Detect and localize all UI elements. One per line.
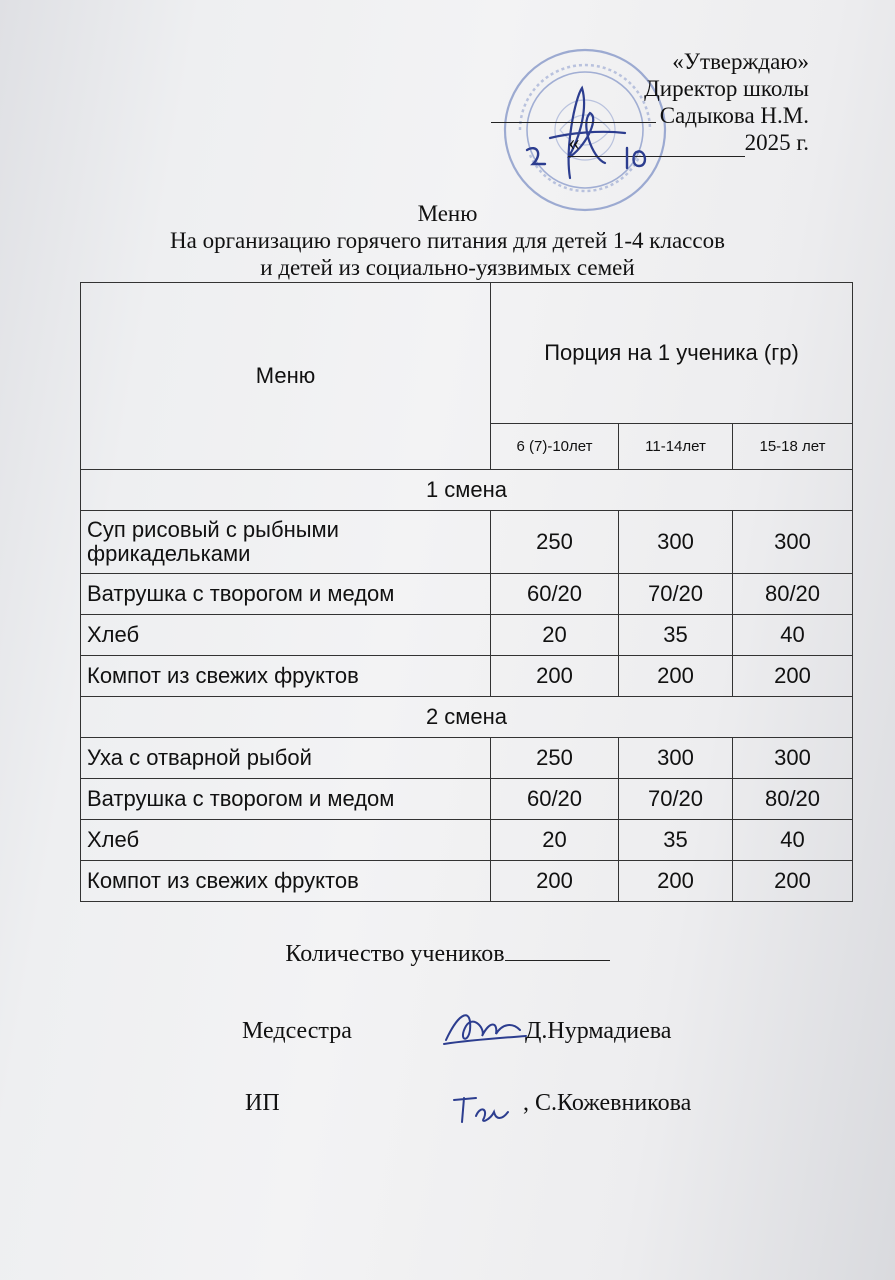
approval-year: 2025 г. (744, 130, 809, 155)
table-row (81, 779, 853, 820)
menu-table (80, 282, 853, 902)
portion-value: 40 (733, 820, 853, 861)
portion-value: 70/20 (619, 779, 733, 820)
portion-value: 40 (733, 615, 853, 656)
portion-value: 60/20 (491, 574, 619, 615)
nurse-name: Д.Нурмадиева (525, 1018, 672, 1044)
title-audience: и детей из социально-уязвимых семей (260, 255, 635, 280)
shift-label: 2 смена (81, 697, 853, 738)
ip-signature (450, 1090, 520, 1130)
approval-heading: «Утверждаю» (672, 49, 809, 74)
table-row (81, 615, 853, 656)
title-purpose: На организацию горячего питания для детей 1-4 классов (170, 228, 725, 253)
portion-value: 250 (491, 511, 619, 574)
nurse-label: Медсестра (242, 1018, 352, 1044)
portion-value: 300 (619, 738, 733, 779)
portion-value: 300 (733, 511, 853, 574)
portion-value: 200 (733, 656, 853, 697)
signature-line (491, 104, 656, 123)
dish-name: Хлеб (81, 615, 491, 656)
portion-value: 80/20 (733, 779, 853, 820)
dish-name: Компот из свежих фруктов (81, 656, 491, 697)
table-row (81, 511, 853, 574)
dish-name: Суп рисовый с рыбными фрикадельками (81, 511, 491, 574)
portion-value: 200 (491, 656, 619, 697)
dish-name: Компот из свежих фруктов (81, 861, 491, 902)
ip-label: ИП (245, 1090, 280, 1116)
header-menu: Меню (81, 283, 491, 470)
ip-name: , С.Кожевникова (523, 1090, 692, 1116)
portion-value: 20 (491, 615, 619, 656)
portion-value: 200 (619, 656, 733, 697)
portion-value: 35 (619, 820, 733, 861)
portion-value: 35 (619, 615, 733, 656)
date-open-quote: « (568, 130, 580, 155)
student-count-blank (505, 940, 610, 961)
age-group: 6 (7)-10лет (491, 424, 619, 470)
portion-value: 200 (491, 861, 619, 902)
header-portion: Порция на 1 ученика (гр) (491, 283, 853, 424)
title-menu: Меню (417, 201, 478, 226)
table-row (81, 861, 853, 902)
dish-name: Уха с отварной рыбой (81, 738, 491, 779)
age-group: 15-18 лет (733, 424, 853, 470)
portion-value: 80/20 (733, 574, 853, 615)
portion-value: 70/20 (619, 574, 733, 615)
table-row (81, 738, 853, 779)
shift-label: 1 смена (81, 470, 853, 511)
portion-value: 300 (619, 511, 733, 574)
age-group: 11-14лет (619, 424, 733, 470)
approval-position: Директор школы (644, 76, 809, 101)
student-count-line (0, 940, 895, 968)
nurse-signature (440, 1000, 530, 1055)
table-row (81, 820, 853, 861)
handwritten-date (515, 140, 675, 180)
table-row (81, 656, 853, 697)
approval-name-line (491, 102, 809, 129)
portion-value: 300 (733, 738, 853, 779)
table-row (81, 574, 853, 615)
portion-value: 200 (733, 861, 853, 902)
approval-name: Садыкова Н.М. (659, 103, 809, 128)
portion-value: 20 (491, 820, 619, 861)
student-count-label: Количество учеников (285, 941, 505, 967)
document-title (0, 200, 895, 281)
portion-value: 60/20 (491, 779, 619, 820)
portion-value: 200 (619, 861, 733, 902)
portion-value: 250 (491, 738, 619, 779)
dish-name: Хлеб (81, 820, 491, 861)
dish-name: Ватрушка с творогом и медом (81, 779, 491, 820)
dish-name: Ватрушка с творогом и медом (81, 574, 491, 615)
